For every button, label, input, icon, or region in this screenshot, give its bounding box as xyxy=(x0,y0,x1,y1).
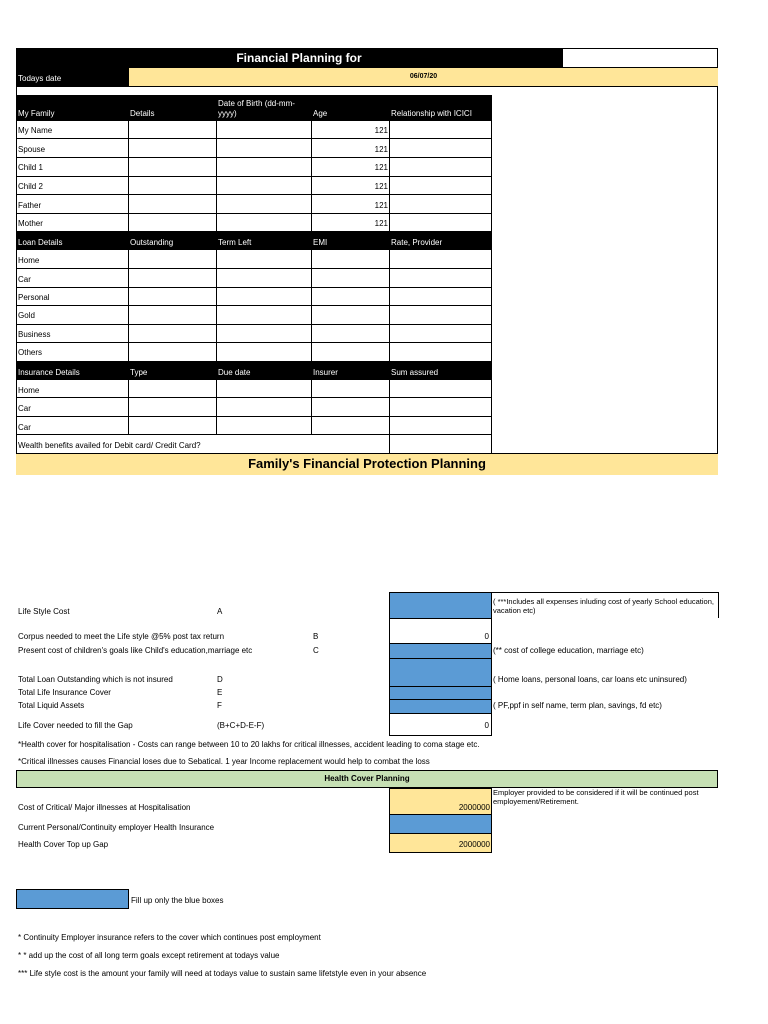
children-goals-label: Present cost of children's goals like Child's education,marriage etc xyxy=(18,646,253,655)
age-col-header: Age xyxy=(313,109,328,118)
age-value: 121 xyxy=(374,219,388,228)
code-c: C xyxy=(313,646,319,655)
critical-illness-cost-label: Cost of Critical/ Major illnesses at Hospitalisation xyxy=(18,803,191,812)
family-col-header: My Family xyxy=(18,109,55,118)
liquid-assets-note: ( PF,ppf in self name, term plan, savings, fd etc) xyxy=(493,701,662,710)
life-insurance-cover-label: Total Life Insurance Cover xyxy=(18,688,111,697)
age-value: 121 xyxy=(374,201,388,210)
outstanding-col-header: Outstanding xyxy=(130,238,174,247)
family-grid xyxy=(16,121,492,231)
insurance-row-car-2: Car xyxy=(18,423,31,432)
sum-assured-col-header: Sum assured xyxy=(391,368,439,377)
loan-outstanding-input[interactable] xyxy=(390,658,491,686)
children-goals-note: (** cost of college education, marriage etc) xyxy=(493,646,644,655)
dob-col-header: Date of Birth (dd-mm-yyyy) xyxy=(218,99,295,118)
continuity-note: * Continuity Employer insurance refers to the cover which continues post employment xyxy=(18,933,321,942)
details-col-header: Details xyxy=(130,109,155,118)
critical-illness-footnote: *Critical illnesses causes Financial loses due to Sebatical. 1 year Income replacement would help to combat the loss xyxy=(18,757,430,766)
todays-date-value: 06/07/20 xyxy=(409,73,438,80)
loan-grid xyxy=(16,250,492,361)
family-row-mother: Mother xyxy=(18,219,43,228)
insurance-row-home: Home xyxy=(18,386,40,395)
insurer-col-header: Insurer xyxy=(313,368,338,377)
health-topup-gap-label: Health Cover Top up Gap xyxy=(18,840,109,849)
due-date-col-header: Due date xyxy=(218,368,251,377)
blue-box-legend-text: Fill up only the blue boxes xyxy=(131,896,224,905)
health-banner-title: Health Cover Planning xyxy=(324,774,410,783)
corpus-label: Corpus needed to meet the Life style @5% post tax return xyxy=(18,632,225,641)
health-footnote: *Health cover for hospitalisation - Costs can range between 10 to 20 lakhs for critical illnesses, accident leading to coma stage etc. xyxy=(18,740,480,749)
family-row-my-name: My Name xyxy=(18,126,53,135)
age-value: 121 xyxy=(374,126,388,135)
health-note: Employer provided to be considered if it will be continued post employement/Retirement. xyxy=(493,788,699,806)
family-row-father: Father xyxy=(18,201,42,210)
code-b: B xyxy=(313,632,319,641)
wealth-benefits-label: Wealth benefits availed for Debit card/ Credit Card? xyxy=(18,441,201,450)
life-cover-gap-label: Life Cover needed to fill the Gap xyxy=(18,721,133,730)
code-e: E xyxy=(217,688,223,697)
insurance-row-car: Car xyxy=(18,404,31,413)
life-cover-gap-value: 0 xyxy=(484,721,489,730)
term-col-header: Term Left xyxy=(218,238,252,247)
loan-outstanding-label: Total Loan Outstanding which is not insured xyxy=(18,675,173,684)
loan-row-car: Car xyxy=(18,275,31,284)
family-row-child-1: Child 1 xyxy=(18,163,43,172)
name-field[interactable] xyxy=(562,48,718,68)
long-term-goals-note: * * add up the cost of all long term goals except retirement at todays value xyxy=(18,951,280,960)
relationship-col-header: Relationship with ICICI xyxy=(391,109,472,118)
liquid-assets-input[interactable] xyxy=(390,699,491,713)
family-row-child-2: Child 2 xyxy=(18,182,43,191)
code-a: A xyxy=(217,607,223,616)
blue-box-legend-swatch xyxy=(16,889,129,909)
current-health-insurance-input[interactable] xyxy=(389,815,492,834)
age-value: 121 xyxy=(374,182,388,191)
code-d: D xyxy=(217,675,223,684)
life-insurance-cover-input[interactable] xyxy=(390,686,491,699)
family-row-spouse: Spouse xyxy=(18,145,46,154)
life-cover-gap-formula: (B+C+D-E-F) xyxy=(217,721,265,730)
loan-row-gold: Gold xyxy=(18,311,35,320)
protection-notes-frame xyxy=(492,592,718,593)
current-health-insurance-label: Current Personal/Continuity employer Health Insurance xyxy=(18,823,215,832)
loan-outstanding-note: ( Home loans, personal loans, car loans etc uninsured) xyxy=(493,675,687,684)
corpus-value: 0 xyxy=(484,632,489,641)
page-title: Financial Planning for xyxy=(236,51,362,65)
lifestyle-note: ( ***Includes all expenses inluding cost of yearly School education, vacation etc) xyxy=(493,597,714,615)
children-goals-input[interactable] xyxy=(390,643,491,658)
insurance-col-header: Insurance Details xyxy=(18,368,80,377)
todays-date-label: Todays date xyxy=(18,74,62,83)
loan-row-others: Others xyxy=(18,348,43,357)
critical-illness-cost-value: 2000000 xyxy=(458,803,490,812)
loan-row-home: Home xyxy=(18,256,40,265)
protection-banner-title: Family's Financial Protection Planning xyxy=(248,456,486,471)
health-topup-gap-value: 2000000 xyxy=(458,840,490,849)
liquid-assets-label: Total Liquid Assets xyxy=(18,701,85,710)
emi-col-header: EMI xyxy=(313,238,328,247)
age-value: 121 xyxy=(374,145,388,154)
age-value: 121 xyxy=(374,163,388,172)
loan-row-business: Business xyxy=(18,330,51,339)
lifestyle-cost-input[interactable] xyxy=(390,593,491,618)
lifestyle-cost-note: *** Life style cost is the amount your family will need at todays value to sustain same lifetstyle even in your absence xyxy=(18,969,427,978)
loan-col-header: Loan Details xyxy=(18,238,63,247)
lifestyle-cost-label: Life Style Cost xyxy=(18,607,70,616)
code-f: F xyxy=(217,701,222,710)
type-col-header: Type xyxy=(130,368,148,377)
rate-col-header: Rate, Provider xyxy=(391,238,443,247)
loan-row-personal: Personal xyxy=(18,293,50,302)
